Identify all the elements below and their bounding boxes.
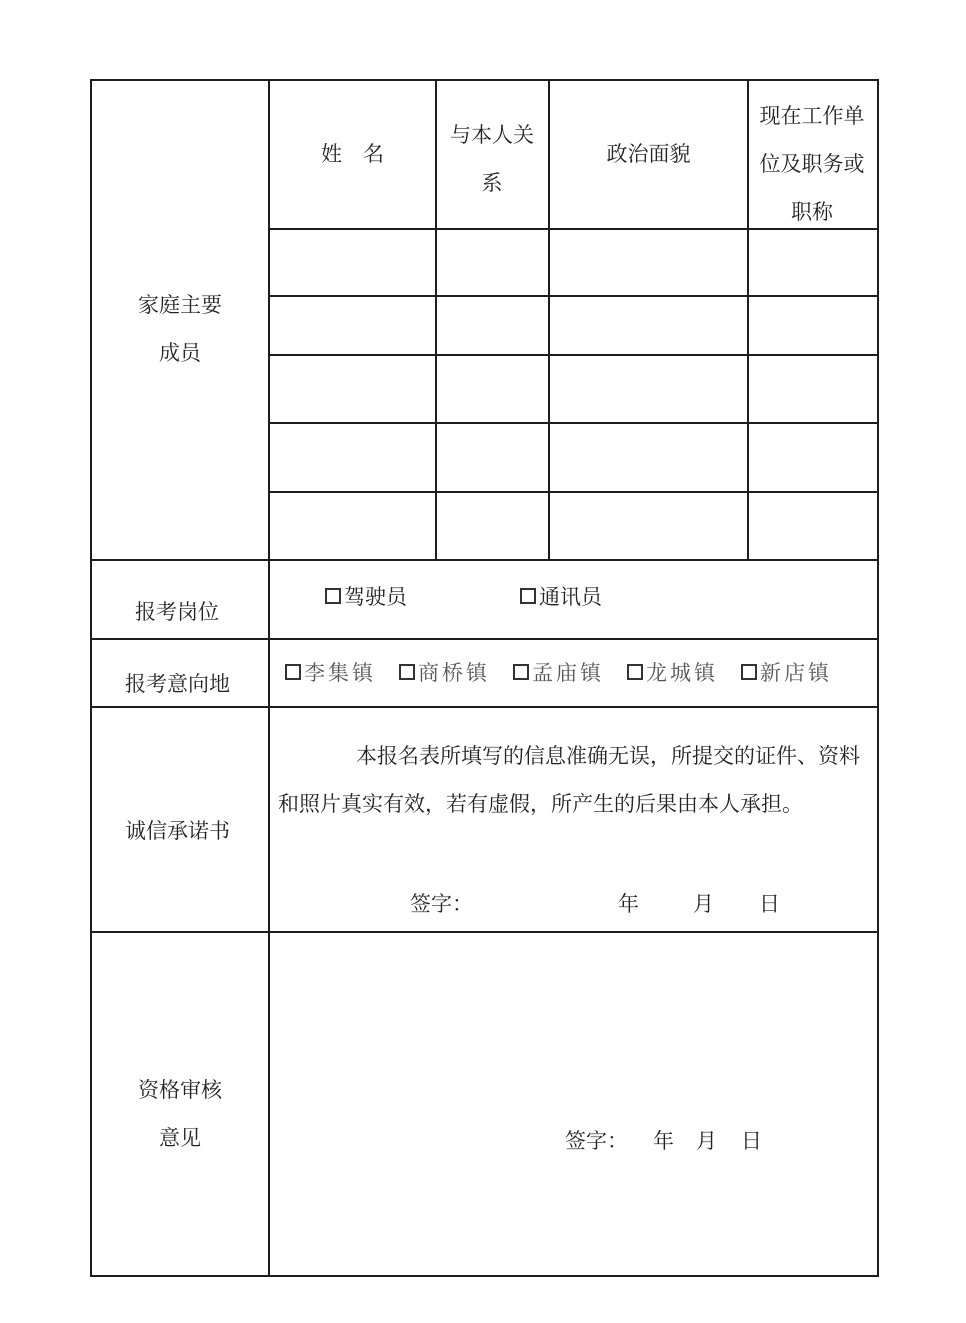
header-political-status: 政治面貌 xyxy=(606,142,691,166)
family-member-row[interactable] xyxy=(270,356,877,422)
family-member-row[interactable] xyxy=(270,230,877,295)
option-town-label: 龙城镇 xyxy=(646,661,718,685)
integrity-pledge-label: 诚信承诺书 xyxy=(125,819,230,843)
family-member-row[interactable] xyxy=(270,493,877,559)
registration-form-table xyxy=(90,79,879,1277)
checkbox-icon[interactable] xyxy=(741,664,757,680)
pledge-year: 年 xyxy=(618,892,639,916)
pledge-sign-label: 签字： xyxy=(410,892,473,916)
table-border-right xyxy=(877,79,879,1277)
review-year: 年 xyxy=(653,1129,674,1153)
review-comment-area[interactable] xyxy=(270,933,877,1275)
option-town-2[interactable] xyxy=(399,657,490,687)
option-driver-label: 驾驶员 xyxy=(344,585,407,609)
option-driver[interactable] xyxy=(325,581,407,611)
checkbox-icon[interactable] xyxy=(520,588,536,604)
option-town-label: 孟庙镇 xyxy=(532,661,604,685)
table-rule xyxy=(90,638,879,640)
table-border-bottom xyxy=(90,1275,879,1277)
review-day: 日 xyxy=(741,1129,762,1153)
pledge-day: 日 xyxy=(759,892,780,916)
table-border-left xyxy=(90,79,92,1277)
family-member-row[interactable] xyxy=(270,424,877,491)
applied-position-label: 报考岗位 xyxy=(135,600,219,624)
option-town-label: 商桥镇 xyxy=(418,661,490,685)
family-members-label: 家庭主要成员 xyxy=(138,293,222,365)
option-messenger-label: 通讯员 xyxy=(539,585,602,609)
pledge-text: 本报名表所填写的信息准确无误，所提交的证件、资料和照片真实有效，若有虚假，所产生的后果由本人承担。 xyxy=(278,744,860,816)
table-rule xyxy=(90,706,879,708)
header-workplace-title: 现在工作单位及职务或职称 xyxy=(759,104,865,224)
preferred-location-label: 报考意向地 xyxy=(125,672,230,696)
checkbox-icon[interactable] xyxy=(399,664,415,680)
option-town-label: 李集镇 xyxy=(304,661,376,685)
header-relationship: 与本人关系 xyxy=(450,123,534,195)
option-town-1[interactable] xyxy=(285,657,376,687)
checkbox-icon[interactable] xyxy=(627,664,643,680)
option-messenger[interactable] xyxy=(520,581,602,611)
checkbox-icon[interactable] xyxy=(285,664,301,680)
table-border-top xyxy=(90,79,879,81)
qualification-review-label: 资格审核意见 xyxy=(138,1078,222,1150)
table-rule xyxy=(90,559,879,561)
review-month: 月 xyxy=(696,1129,717,1153)
option-town-3[interactable] xyxy=(513,657,604,687)
family-member-row[interactable] xyxy=(270,297,877,354)
pledge-month: 月 xyxy=(693,892,714,916)
review-sign-label: 签字： xyxy=(565,1129,628,1153)
option-town-4[interactable] xyxy=(627,657,718,687)
option-town-label: 新店镇 xyxy=(760,661,832,685)
checkbox-icon[interactable] xyxy=(325,588,341,604)
checkbox-icon[interactable] xyxy=(513,664,529,680)
header-name: 姓 名 xyxy=(321,142,384,166)
option-town-5[interactable] xyxy=(741,657,832,687)
